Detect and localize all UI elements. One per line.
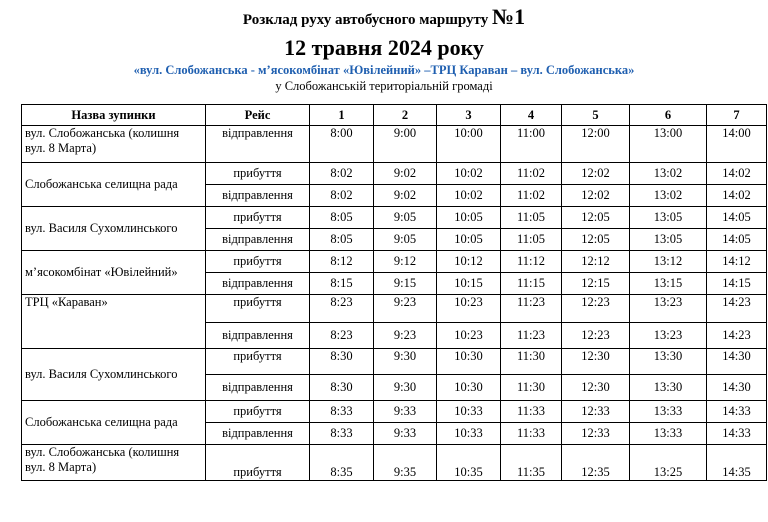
time-cell: 13:02 — [630, 185, 707, 207]
time-cell: 11:23 — [501, 323, 562, 349]
trip-type-label: відправлення — [206, 273, 310, 295]
trip-type-label: відправлення — [206, 185, 310, 207]
time-cell: 11:23 — [501, 295, 562, 323]
title-text: Розклад руху автобусного маршруту — [242, 12, 492, 28]
time-cell: 14:05 — [707, 207, 767, 229]
time-cell: 8:15 — [310, 273, 374, 295]
table-row — [22, 349, 767, 375]
time-cell: 13:30 — [630, 349, 707, 375]
stop-name: вул. Василя Сухомлинського — [22, 349, 206, 401]
header-trip-3: 3 — [437, 105, 501, 126]
stop-name: м’ясокомбінат «Ювілейний» — [22, 251, 206, 295]
stop-name: ТРЦ «Караван» — [22, 295, 206, 349]
time-cell: 12:02 — [562, 185, 630, 207]
stop-name: Слобожанська селищна рада — [22, 401, 206, 445]
time-cell: 9:23 — [374, 323, 437, 349]
trip-type-label: відправлення — [206, 229, 310, 251]
time-cell: 11:33 — [501, 401, 562, 423]
header-trip-1: 1 — [310, 105, 374, 126]
time-cell: 11:02 — [501, 163, 562, 185]
time-cell: 9:05 — [374, 229, 437, 251]
header-trip-2: 2 — [374, 105, 437, 126]
route-number: №1 — [491, 4, 526, 29]
time-cell: 11:33 — [501, 423, 562, 445]
trip-type-label: відправлення — [206, 423, 310, 445]
time-cell: 14:30 — [707, 375, 767, 401]
time-cell: 8:33 — [310, 423, 374, 445]
time-cell: 13:25 — [630, 445, 707, 481]
time-cell: 11:12 — [501, 251, 562, 273]
table-row — [22, 251, 767, 273]
time-cell: 12:15 — [562, 273, 630, 295]
schedule-table — [21, 104, 767, 481]
time-cell: 13:05 — [630, 229, 707, 251]
time-cell: 12:00 — [562, 126, 630, 163]
time-cell: 11:30 — [501, 375, 562, 401]
time-cell: 14:30 — [707, 349, 767, 375]
time-cell: 12:23 — [562, 323, 630, 349]
time-cell: 8:35 — [310, 445, 374, 481]
time-cell: 12:35 — [562, 445, 630, 481]
time-cell: 13:30 — [630, 375, 707, 401]
header-stop-name: Назва зупинки — [22, 105, 206, 126]
time-cell: 8:05 — [310, 207, 374, 229]
time-cell: 10:15 — [437, 273, 501, 295]
time-cell: 13:33 — [630, 401, 707, 423]
region-line: у Слобожанській територіальній громаді — [275, 79, 493, 93]
schedule-title — [0, 6, 768, 31]
header-trip-4: 4 — [501, 105, 562, 126]
time-cell: 12:33 — [562, 401, 630, 423]
time-cell: 12:30 — [562, 349, 630, 375]
stop-name: вул. Слобожанська (колишня вул. 8 Марта) — [22, 126, 206, 163]
time-cell: 13:00 — [630, 126, 707, 163]
stop-name: вул. Слобожанська (колишня вул. 8 Марта) — [22, 445, 206, 481]
table-row — [22, 163, 767, 185]
stop-name: вул. Василя Сухомлинського — [22, 207, 206, 251]
time-cell: 14:23 — [707, 323, 767, 349]
time-cell: 12:23 — [562, 295, 630, 323]
time-cell: 9:05 — [374, 207, 437, 229]
header-trip: Рейс — [206, 105, 310, 126]
trip-type-label: прибуття — [206, 251, 310, 273]
trip-type-label: прибуття — [206, 207, 310, 229]
route-description: «вул. Слобожанська - м’ясокомбінат «Ювілейний» –ТРЦ Караван – вул. Слобожанська» — [133, 63, 635, 77]
time-cell: 9:30 — [374, 375, 437, 401]
trip-type-label: прибуття — [206, 163, 310, 185]
time-cell: 14:02 — [707, 163, 767, 185]
table-header-row — [22, 105, 767, 126]
time-cell: 13:12 — [630, 251, 707, 273]
time-cell: 14:12 — [707, 251, 767, 273]
time-cell: 12:05 — [562, 207, 630, 229]
trip-type-label: прибуття — [206, 445, 310, 481]
time-cell: 8:02 — [310, 163, 374, 185]
time-cell: 8:30 — [310, 349, 374, 375]
time-cell: 11:02 — [501, 185, 562, 207]
time-cell: 12:33 — [562, 423, 630, 445]
time-cell: 9:35 — [374, 445, 437, 481]
time-cell: 8:00 — [310, 126, 374, 163]
time-cell: 10:02 — [437, 185, 501, 207]
time-cell: 8:30 — [310, 375, 374, 401]
time-cell: 11:05 — [501, 207, 562, 229]
time-cell: 10:23 — [437, 323, 501, 349]
time-cell: 11:15 — [501, 273, 562, 295]
trip-type-label: прибуття — [206, 401, 310, 423]
time-cell: 10:05 — [437, 207, 501, 229]
time-cell: 9:30 — [374, 349, 437, 375]
time-cell: 12:05 — [562, 229, 630, 251]
time-cell: 8:23 — [310, 323, 374, 349]
header-trip-6: 6 — [630, 105, 707, 126]
trip-type-label: відправлення — [206, 323, 310, 349]
time-cell: 14:33 — [707, 423, 767, 445]
time-cell: 9:33 — [374, 423, 437, 445]
header-trip-5: 5 — [562, 105, 630, 126]
time-cell: 13:33 — [630, 423, 707, 445]
time-cell: 9:12 — [374, 251, 437, 273]
time-cell: 9:02 — [374, 185, 437, 207]
time-cell: 10:33 — [437, 423, 501, 445]
time-cell: 10:02 — [437, 163, 501, 185]
table-row — [22, 126, 767, 163]
time-cell: 11:35 — [501, 445, 562, 481]
time-cell: 14:02 — [707, 185, 767, 207]
trip-type-label: відправлення — [206, 375, 310, 401]
time-cell: 12:12 — [562, 251, 630, 273]
schedule-date: 12 травня 2024 року — [284, 35, 484, 60]
trip-type-label: прибуття — [206, 295, 310, 323]
time-cell: 11:00 — [501, 126, 562, 163]
stop-name: Слобожанська селищна рада — [22, 163, 206, 207]
time-cell: 14:23 — [707, 295, 767, 323]
time-cell: 10:23 — [437, 295, 501, 323]
time-cell: 10:12 — [437, 251, 501, 273]
time-cell: 14:05 — [707, 229, 767, 251]
trip-type-label: прибуття — [206, 349, 310, 375]
time-cell: 10:00 — [437, 126, 501, 163]
table-row — [22, 295, 767, 323]
time-cell: 11:05 — [501, 229, 562, 251]
time-cell: 13:15 — [630, 273, 707, 295]
time-cell: 8:23 — [310, 295, 374, 323]
trip-type-label: відправлення — [206, 126, 310, 163]
time-cell: 14:00 — [707, 126, 767, 163]
time-cell: 13:23 — [630, 323, 707, 349]
time-cell: 8:33 — [310, 401, 374, 423]
time-cell: 10:30 — [437, 375, 501, 401]
time-cell: 9:02 — [374, 163, 437, 185]
time-cell: 12:02 — [562, 163, 630, 185]
time-cell: 14:35 — [707, 445, 767, 481]
time-cell: 8:12 — [310, 251, 374, 273]
time-cell: 14:15 — [707, 273, 767, 295]
time-cell: 13:02 — [630, 163, 707, 185]
time-cell: 14:33 — [707, 401, 767, 423]
time-cell: 11:30 — [501, 349, 562, 375]
time-cell: 13:23 — [630, 295, 707, 323]
header-trip-7: 7 — [707, 105, 767, 126]
time-cell: 9:00 — [374, 126, 437, 163]
table-row — [22, 445, 767, 481]
time-cell: 10:05 — [437, 229, 501, 251]
table-row — [22, 401, 767, 423]
time-cell: 9:33 — [374, 401, 437, 423]
time-cell: 10:33 — [437, 401, 501, 423]
time-cell: 10:35 — [437, 445, 501, 481]
time-cell: 9:15 — [374, 273, 437, 295]
time-cell: 13:05 — [630, 207, 707, 229]
time-cell: 12:30 — [562, 375, 630, 401]
time-cell: 10:30 — [437, 349, 501, 375]
time-cell: 9:23 — [374, 295, 437, 323]
time-cell: 8:02 — [310, 185, 374, 207]
time-cell: 8:05 — [310, 229, 374, 251]
table-row — [22, 207, 767, 229]
